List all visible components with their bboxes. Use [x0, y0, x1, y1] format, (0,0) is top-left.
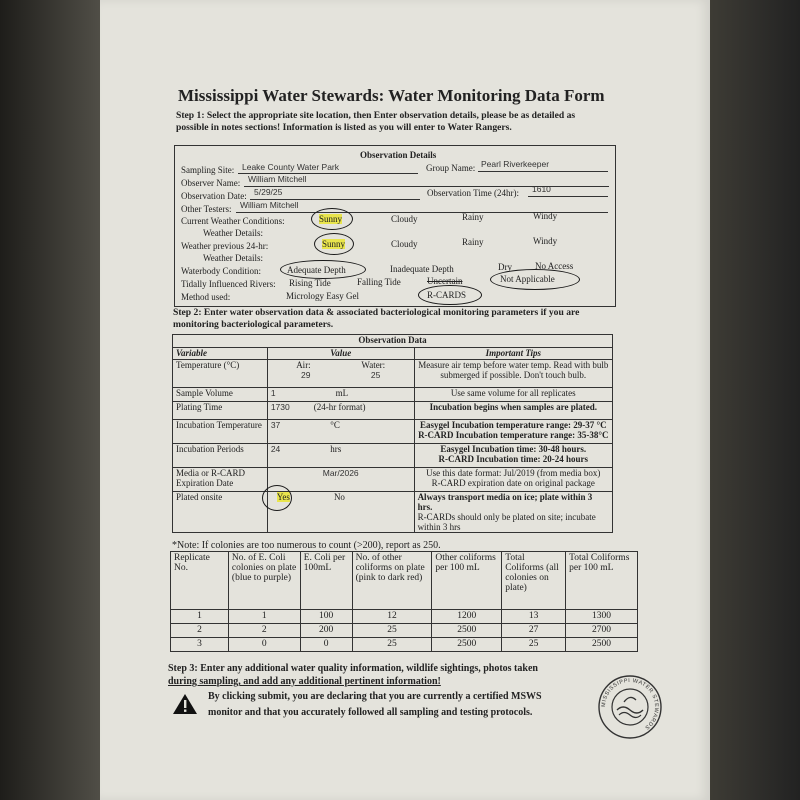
background-right	[705, 0, 800, 800]
temp-tip: Measure air temp before water temp. Read with bulb submerged if possible. Don't touch bulb.	[414, 360, 612, 388]
water-value: 25	[370, 370, 381, 380]
background-left	[0, 0, 110, 800]
volume-label: Sample Volume	[173, 388, 268, 402]
header-total-per-100ml: Total Coliforms per 100 mL	[566, 552, 638, 610]
obs-details-header: Observation Details	[360, 150, 437, 160]
previous-weather-sunny: Sunny	[322, 239, 346, 249]
tidal-rising: Rising Tide	[289, 278, 331, 288]
method-circle	[418, 285, 482, 305]
temp-value-cell	[267, 360, 414, 388]
time-value: 1610	[532, 184, 551, 194]
current-weather-windy: Windy	[533, 211, 558, 221]
cell: 3	[171, 638, 229, 652]
cell: 2500	[432, 638, 502, 652]
date-label: Observation Date:	[181, 191, 247, 201]
seal-text: MISSISSIPPI WATER STEWARDS	[600, 677, 660, 731]
testers-value: William Mitchell	[240, 200, 299, 210]
tidal-not-applicable: Not Applicable	[500, 274, 555, 284]
header-other-per-100ml: Other coliforms per 100 mL	[432, 552, 502, 610]
cell: 200	[300, 624, 352, 638]
plating-unit: (24-hr format)	[313, 402, 366, 412]
volume-tip: Use same volume for all replicates	[414, 388, 612, 402]
cell: 2	[228, 624, 300, 638]
inc-period-tip1: Easygel Incubation time: 30-48 hours.	[440, 444, 587, 454]
cell: 0	[228, 638, 300, 652]
waterbody-dry: Dry	[498, 262, 512, 272]
inc-temp-value: 37	[270, 420, 281, 430]
tidal-falling: Falling Tide	[357, 277, 401, 287]
header-ecoli-colonies: No. of E. Coli colonies on plate (blue to purple)	[228, 552, 300, 610]
current-weather-rainy: Rainy	[462, 212, 484, 222]
current-weather-circle	[311, 208, 353, 230]
weather-details-label: Weather Details:	[203, 228, 263, 238]
inc-temp-label: Incubation Temperature	[173, 420, 268, 444]
waterbody-inadequate: Inadequate Depth	[390, 264, 454, 274]
col-tips: Important Tips	[414, 348, 612, 360]
site-label: Sampling Site:	[181, 165, 235, 175]
step1-line2: possible in notes sections! Information is listed as you will enter to Water Rangers.	[176, 122, 512, 133]
waterbody-adequate: Adequate Depth	[287, 265, 346, 275]
cell: 12	[352, 610, 432, 624]
previous-weather-rainy: Rainy	[462, 237, 484, 247]
plating-value: 1730	[270, 402, 290, 412]
cell: 27	[502, 624, 566, 638]
step2-line1: Step 2: Enter water observation data & associated bacteriological monitoring parameters if you are	[173, 307, 580, 318]
previous-weather-windy: Windy	[533, 236, 558, 246]
group-value: Pearl Riverkeeper	[481, 159, 550, 169]
colony-count-table	[170, 551, 638, 652]
site-value: Leake County Water Park	[242, 162, 340, 172]
cell: 2700	[566, 624, 638, 638]
temp-label: Temperature (°C)	[173, 360, 268, 388]
header-total-colonies: Total Coliforms (all colonies on plate)	[502, 552, 566, 610]
col-variable: Variable	[173, 348, 268, 360]
cell: 2500	[432, 624, 502, 638]
weather-details-label-2: Weather Details:	[203, 253, 263, 263]
volume-value: 1	[270, 388, 276, 398]
previous-weather-circle	[314, 233, 354, 255]
form-title: Mississippi Water Stewards: Water Monitoring Data Form	[178, 86, 605, 105]
inc-temp-tip2: R-CARD Incubation temperature range: 35-38°C	[418, 430, 609, 440]
header-other-colonies: No. of other coliforms on plate (pink to dark red)	[352, 552, 432, 610]
date-value: 5/29/25	[254, 187, 283, 197]
inc-period-value: 24	[270, 444, 281, 454]
plating-label: Plating Time	[173, 402, 268, 420]
method-rcards: R-CARDS	[427, 290, 467, 300]
inc-temp-unit: °C	[330, 420, 340, 430]
cell: 25	[502, 638, 566, 652]
previous-weather-label: Weather previous 24-hr:	[181, 241, 269, 251]
time-label: Observation Time (24hr):	[427, 188, 519, 198]
cell: 25	[352, 624, 432, 638]
plated-no: No	[333, 492, 345, 502]
method-easygel: Micrology Easy Gel	[286, 291, 359, 301]
media-label: Media or R-CARD Expiration Date	[173, 468, 268, 492]
plated-label: Plated onsite	[173, 492, 268, 533]
inc-period-label: Incubation Periods	[173, 444, 268, 468]
table-row	[171, 638, 638, 652]
svg-text:MISSISSIPPI WATER STEWARDS	[601, 678, 659, 731]
header-ecoli-per-100ml: E. Coli per 100mL	[300, 552, 352, 610]
observation-data-table	[172, 334, 613, 533]
cell: 0	[300, 638, 352, 652]
observer-label: Observer Name:	[181, 178, 241, 188]
plated-yes-circle	[262, 485, 292, 511]
cell: 2	[171, 624, 229, 638]
inc-period-tip2: R-CARD Incubation time: 20-24 hours	[438, 454, 589, 464]
warning-icon	[172, 693, 198, 715]
plated-tip2: R-CARDs should only be plated on site; incubate within 3 hrs	[417, 512, 596, 532]
previous-weather-cloudy: Cloudy	[391, 239, 418, 249]
cell: 25	[352, 638, 432, 652]
declaration-line1: By clicking submit, you are declaring that you are currently a certified MSWS	[208, 691, 542, 702]
cell: 13	[502, 610, 566, 624]
plating-tip: Incubation begins when samples are plated.	[414, 402, 612, 420]
tidal-circle	[490, 269, 580, 290]
inc-temp-tip1: Easygel Incubation temperature range: 29-37 °C	[419, 420, 607, 430]
cell: 1200	[432, 610, 502, 624]
air-value: 29	[301, 370, 311, 380]
header-replicate: Replicate No.	[171, 552, 229, 610]
current-weather-sunny: Sunny	[319, 214, 343, 224]
cell: 1300	[566, 610, 638, 624]
step3-line2: during sampling, and add any additional pertinent information!	[168, 676, 441, 687]
declaration-line2: monitor and that you accurately followed all sampling and testing protocols.	[208, 707, 533, 718]
cell: 1	[228, 610, 300, 624]
obs-data-header: Observation Data	[173, 335, 613, 348]
step3-line1: Step 3: Enter any additional water quality information, wildlife sightings, photos taken	[168, 663, 538, 674]
water-label: Water:	[361, 360, 386, 370]
observer-value: William Mitchell	[248, 174, 307, 184]
table-row	[171, 610, 638, 624]
tidal-uncertain: Uncertain	[427, 276, 463, 286]
media-tip2: R-CARD expiration date on original package	[431, 478, 595, 488]
volume-unit: mL	[335, 388, 349, 398]
step1-line1: Step 1: Select the appropriate site location, then Enter observation details, please be as detailed as	[176, 110, 576, 121]
waterbody-circle	[280, 260, 366, 279]
cell: 2500	[566, 638, 638, 652]
table-row	[171, 624, 638, 638]
tidal-label: Tidally Influenced Rivers:	[181, 279, 276, 289]
plated-yes: Yes	[276, 492, 290, 502]
plated-tip1: Always transport media on ice; plate within 3 hrs.	[417, 492, 593, 512]
current-weather-label: Current Weather Conditions:	[181, 216, 285, 226]
cell: 100	[300, 610, 352, 624]
step2-line2: monitoring bacteriological parameters.	[173, 319, 334, 330]
group-label: Group Name:	[426, 163, 476, 173]
col-value: Value	[267, 348, 414, 360]
method-label: Method used:	[181, 292, 231, 302]
waterbody-no-access: No Access	[535, 261, 574, 271]
waterbody-label: Waterbody Condition:	[181, 266, 262, 276]
current-weather-cloudy: Cloudy	[391, 214, 418, 224]
media-tip1: Use this date format: Jul/2019 (from media box)	[426, 468, 601, 478]
inc-period-unit: hrs	[330, 444, 342, 454]
media-value: Mar/2026	[322, 468, 359, 478]
note-text: *Note: If colonies are too numerous to count (>200), report as 250.	[172, 540, 441, 551]
cell: 1	[171, 610, 229, 624]
msws-seal-logo	[597, 672, 663, 742]
testers-label: Other Testers:	[181, 204, 232, 214]
air-label: Air:	[296, 360, 311, 370]
